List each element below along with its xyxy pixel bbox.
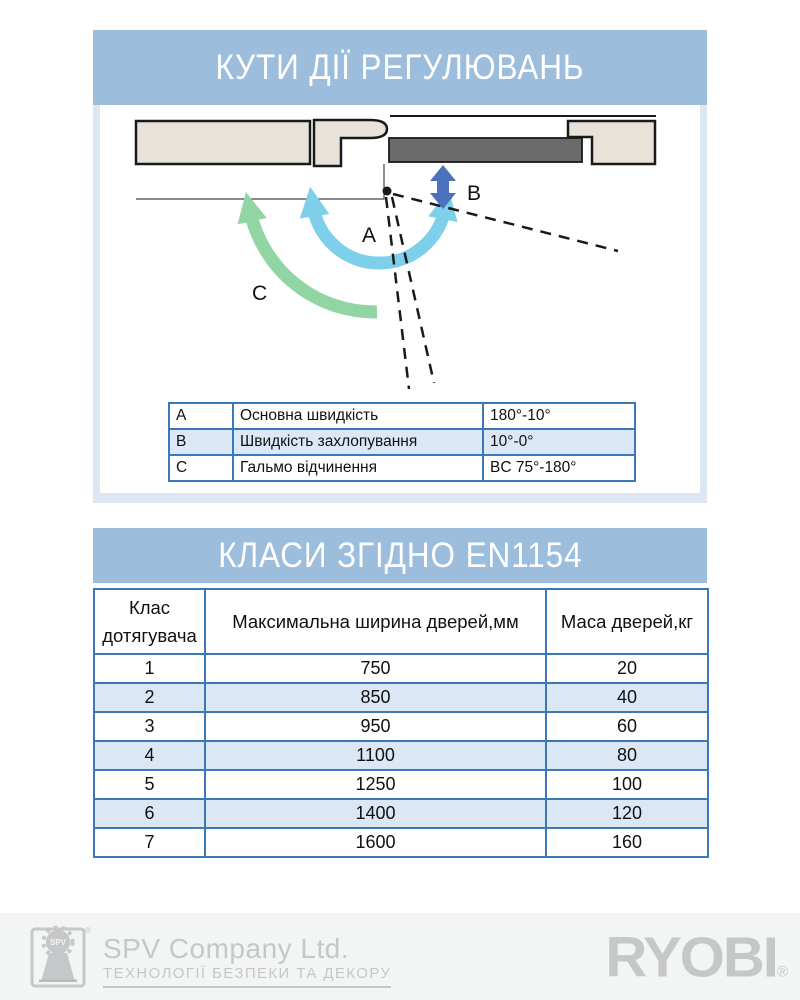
table-row (169, 403, 635, 429)
cell-class: 2 (94, 683, 205, 712)
dashed-door-position-open-2 (392, 197, 434, 383)
table-row (94, 654, 708, 683)
table-row (94, 770, 708, 799)
angle-key: B (169, 429, 233, 455)
spv-logo-mark-icon (30, 923, 94, 989)
spv-company-name: SPV Company Ltd. (103, 933, 350, 964)
spv-tagline: ТЕХНОЛОГІЇ БЕЗПЕКИ ТА ДЕКОРУ (103, 965, 391, 988)
section-angles-body (93, 105, 707, 503)
cell-class: 1 (94, 654, 205, 683)
cell-width: 1600 (205, 828, 546, 857)
cell-width: 1400 (205, 799, 546, 828)
section-classes-title: КЛАСИ ЗГІДНО EN1154 (217, 535, 583, 575)
cell-width: 750 (205, 654, 546, 683)
table-row (94, 741, 708, 770)
col-header-width: Максимальна ширина дверей,мм (205, 589, 546, 654)
door-leaf (389, 138, 582, 162)
cell-mass: 160 (546, 828, 708, 857)
ryobi-logo (605, 925, 788, 990)
diagram-label-b: B (467, 182, 482, 205)
wall-left (136, 121, 310, 164)
angle-value: 180°-10° (483, 403, 635, 429)
col-header-class: Клас дотягувача (94, 589, 205, 654)
door-closer-angle-diagram (100, 107, 700, 407)
diagram-label-c: C (252, 282, 268, 305)
section-angles-header (93, 30, 707, 105)
cell-mass: 40 (546, 683, 708, 712)
angle-value: BC 75°-180° (483, 455, 635, 481)
section-angles (93, 30, 707, 503)
ryobi-registered-mark: ® (776, 963, 788, 981)
table-row (94, 828, 708, 857)
ryobi-wordmark: RYOBI (605, 925, 777, 990)
angle-value: 10°-0° (483, 429, 635, 455)
section-angles-title: КУТИ ДІЇ РЕГУЛЮВАНЬ (215, 47, 585, 87)
table-row (94, 799, 708, 828)
table-row (94, 712, 708, 741)
section-classes-header (93, 528, 707, 583)
diagram-label-a: A (362, 224, 377, 247)
angle-name: Основна швидкість (233, 403, 483, 429)
table-row (169, 429, 635, 455)
cell-mass: 100 (546, 770, 708, 799)
cell-class: 4 (94, 741, 205, 770)
classes-table (93, 588, 709, 858)
angle-name: Гальмо відчинення (233, 455, 483, 481)
table-header-row (94, 589, 708, 654)
cell-width: 1250 (205, 770, 546, 799)
cell-class: 3 (94, 712, 205, 741)
angles-table (168, 402, 636, 482)
cell-width: 850 (205, 683, 546, 712)
table-row (169, 455, 635, 481)
cell-width: 950 (205, 712, 546, 741)
cell-mass: 60 (546, 712, 708, 741)
spv-logo (30, 923, 391, 989)
cell-mass: 80 (546, 741, 708, 770)
spv-logo-text (103, 934, 391, 989)
cell-width: 1100 (205, 741, 546, 770)
cell-class: 5 (94, 770, 205, 799)
wall-reference-line (136, 164, 384, 199)
arc-a-main-speed (313, 206, 445, 263)
svg-text:®: ® (85, 926, 91, 935)
angle-key: C (169, 455, 233, 481)
cell-mass: 120 (546, 799, 708, 828)
cell-class: 7 (94, 828, 205, 857)
cell-class: 6 (94, 799, 205, 828)
arrow-b-latching (430, 165, 456, 209)
svg-text:SPV: SPV (49, 938, 67, 947)
section-classes (93, 528, 707, 858)
hinge-point (383, 187, 392, 196)
col-header-mass: Маса дверей,кг (546, 589, 708, 654)
door-frame-left (314, 120, 387, 166)
angle-key: A (169, 403, 233, 429)
footer (0, 913, 800, 1000)
table-row (94, 683, 708, 712)
angle-name: Швидкість захлопування (233, 429, 483, 455)
cell-mass: 20 (546, 654, 708, 683)
